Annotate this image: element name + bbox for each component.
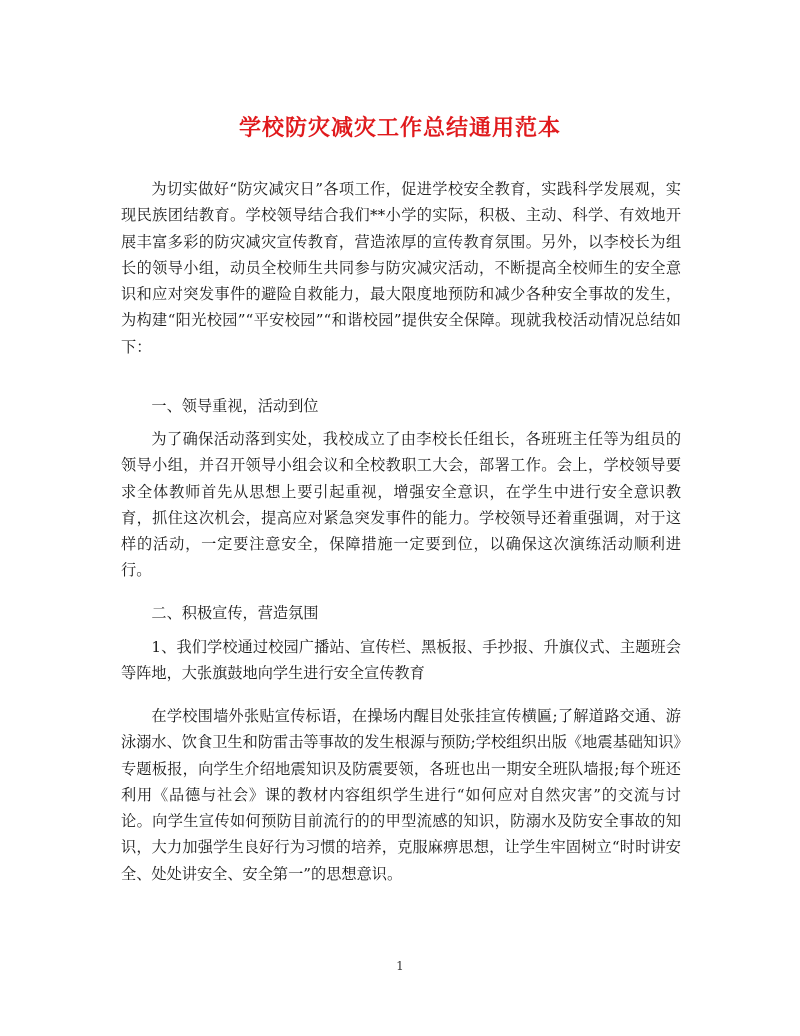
- intro-paragraph: 为切实做好“防灾减灾日”各项工作，促进学校安全教育，实践科学发展观，实现民族团结教育。学校领导结合我们**小学的实际，积极、主动、科学、有效地开展丰富多彩的防灾减灾宣传教育，营造浓厚的宣传教育氛围。另外，以李校长为组长的领导小组，动员全校师生共同参与防灾减灾活动，不断提高全校师生的安全意识和应对突发事件的避险自救能力，最大限度地预防和减少各种安全事故的发生，为构建“阳光校园”“平安校园”“和谐校园”提供安全保障。现就我校活动情况总结如下：: [121, 180, 681, 356]
- section-2-heading: 二、积极宣传，营造氛围: [151, 604, 319, 622]
- page-number: 1: [396, 959, 404, 973]
- section-1-heading: 一、领导重视，活动到位: [151, 397, 319, 415]
- section-2-paragraph: 在学校围墙外张贴宣传标语，在操场内醒目处张挂宣传横匾;了解道路交通、游泳溺水、饮食卫生和防雷击等事故的发生根源与预防;学校组织出版《地震基础知识》专题板报，向学生介绍地震知识及防震要领，各班也出一期安全班队墙报;每个班还利用《品德与社会》课的教材内容组织学生进行“如何应对自然灾害”的交流与讨论。向学生宣传如何预防目前流行的的甲型流感的知识，防溺水及防安全事故的知识，大力加强学生良好行为习惯的培养，克服麻痹思想，让学生牢固树立“时时讲安全、处处讲安全、安全第一”的思想意识。: [121, 707, 681, 883]
- section-2-item-1: 1、我们学校通过校园广播站、宣传栏、黑板报、手抄报、升旗仪式、主题班会等阵地，大张旗鼓地向学生进行安全宣传教育: [121, 638, 681, 683]
- section-1-paragraph: 为了确保活动落到实处，我校成立了由李校长任组长，各班班主任等为组员的领导小组，并召开领导小组会议和全校教职工大会，部署工作。会上，学校领导要求全体教师首先从思想上要引起重视，增强安全意识，在学生中进行安全意识教育，抓住这次机会，提高应对紧急突发事件的能力。学校领导还着重强调，对于这样的活动，一定要注意安全，保障措施一定要到位，以确保这次演练活动顺利进行。: [121, 430, 681, 580]
- document-title: 学校防灾减灾工作总结通用范本: [238, 115, 561, 141]
